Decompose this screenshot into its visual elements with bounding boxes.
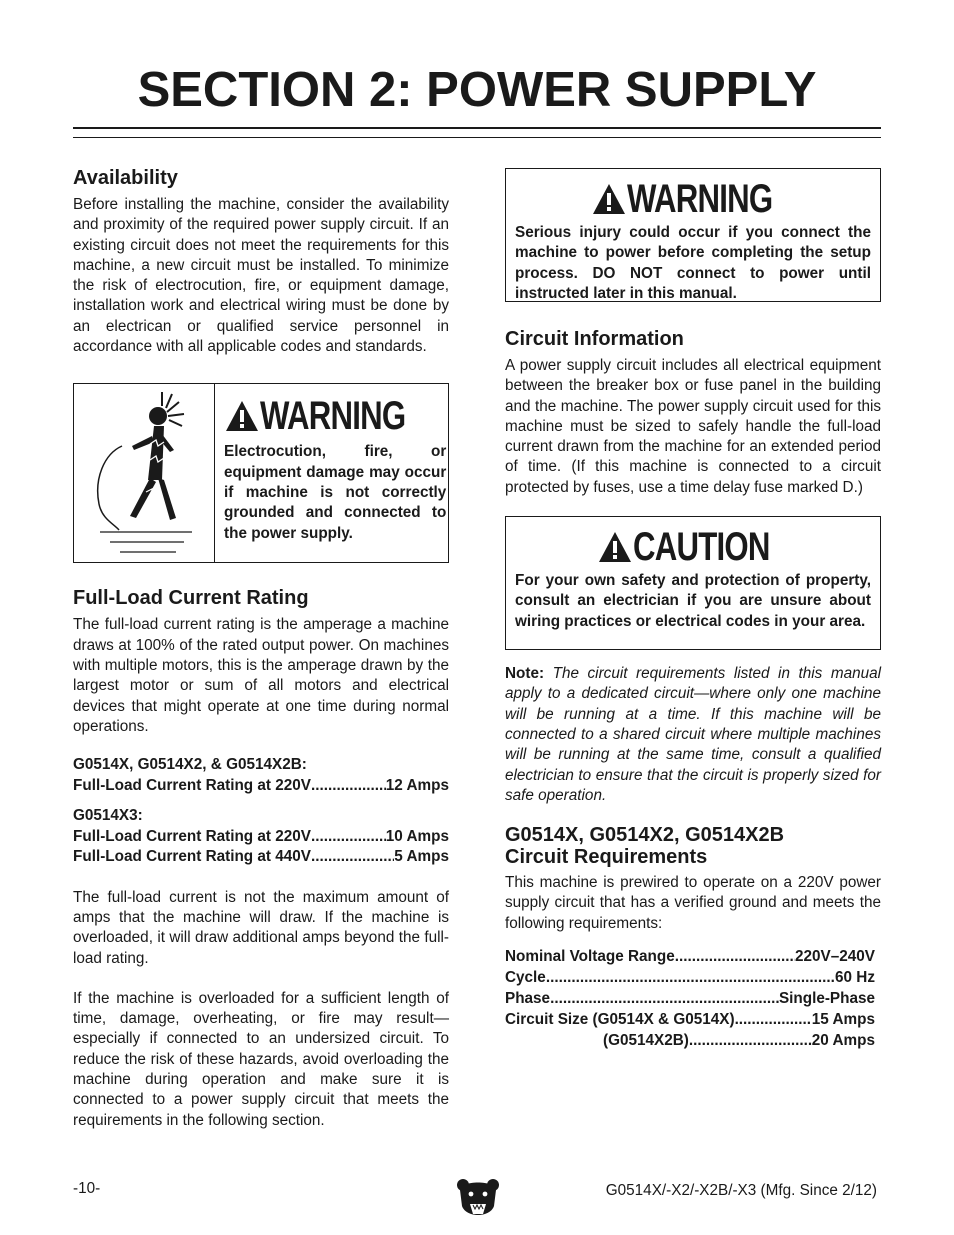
caution-text: For your own safety and protection of property, consult an electrician if you are unsure about wiring practices or electrical codes in your area. — [515, 572, 871, 630]
caution-signal-word: CAUTION — [515, 525, 871, 569]
warning-connect-text: Serious injury could occur if you connect the machine to power before completing the setup process. DO NOT connect to power until instructed later in this manual. — [515, 224, 871, 302]
warning-triangle-icon — [591, 182, 627, 216]
requirements-heading: G0514X, G0514X2, G0514X2B Circuit Requirements — [505, 824, 785, 869]
full-load-body2: The full-load current is not the maximum amount of amps that the machine will draw. If the machine is overloaded, it will draw additional amps beyond the full-load rating. — [73, 888, 449, 967]
warning-signal-word: WARNING — [224, 394, 446, 438]
title-rule-thin — [73, 137, 881, 138]
electrocution-figure-icon — [74, 384, 215, 562]
full-load-group1 — [73, 755, 449, 796]
right-column — [505, 164, 881, 1051]
caution-box — [505, 516, 881, 650]
full-load-body: The full-load current rating is the amperage a machine draws at 100% of the rated output power. On machines with multiple motors, this is the amperage drawn by the largest motor or sum of all motors and electrical devices that might operate at one time during normal operations. — [73, 616, 449, 735]
spec-row: Circuit Size (G0514X & G0514X) ..... 15 Amps — [505, 1009, 875, 1030]
full-load-body3: If the machine is overloaded for a sufficient length of time, damage, overheating, or fire may result—especially if connected to an undersized circuit. To reduce the risk of these hazards, avoid overloading the machine during operation and make sure it is connected to a power supply circuit that meets the requirements in the following section. — [73, 989, 449, 1129]
warning-triangle-icon — [224, 399, 260, 433]
availability-heading: Availability — [73, 167, 178, 189]
caution-triangle-icon — [597, 530, 633, 564]
circuit-info-heading: Circuit Information — [505, 328, 684, 350]
full-load-group2 — [73, 806, 449, 868]
requirements-body: This machine is prewired to operate on a 220V power supply circuit that has a verified ground and meets the following requirements: — [505, 874, 881, 932]
full-load-heading: Full-Load Current Rating — [73, 587, 309, 610]
page-title: SECTION 2: POWER SUPPLY — [137, 63, 817, 117]
title-rule-thick — [73, 127, 881, 129]
requirements-specs — [505, 946, 875, 1051]
spec-row: Nominal Voltage Range ..... 220V–240V — [505, 946, 875, 967]
group1-line: Full-Load Current Rating at 220V ..... 12 Amps — [73, 776, 449, 797]
group2-label: G0514X3: — [73, 807, 143, 825]
circuit-note: Note: The circuit requirements listed in this manual apply to a dedicated circuit—where only one machine will be running at a time. If this machine will be connected to a shared circuit where multiple machines will be running at the same time, consult a qualified electrician to ensure that the circuit is properly sized for safe operation. — [505, 665, 882, 804]
availability-body: Before installing the machine, consider the availability and proximity of the required power supply circuit. If an existing circuit does not meet the requirements for this machine, a new circuit must be installed. To minimize the risk of electrocution, fire, or equipment damage, installation work and electrical wiring must be done by an electrican or qualified service personnel in accordance with all applicable codes and standards. — [73, 196, 449, 356]
spec-row: Phase ..... Single-Phase — [505, 988, 875, 1009]
grizzly-bear-logo-icon — [456, 1176, 500, 1222]
warning-electrocution-text: Electrocution, fire, or equipment damage may occur if machine is not correctly grounded and connected to the power supply. — [224, 443, 447, 542]
group1-label: G0514X, G0514X2, & G0514X2B: — [73, 756, 307, 774]
page-number: -10- — [73, 1180, 101, 1197]
left-column — [73, 164, 449, 1131]
group2-line: Full-Load Current Rating at 440V ..... 5 Amps — [73, 847, 449, 868]
spec-row: (G0514X2B) ..... 20 Amps — [505, 1030, 875, 1051]
warning-electrocution-box — [73, 383, 449, 563]
group2-line: Full-Load Current Rating at 220V ..... 10 Amps — [73, 827, 449, 848]
spec-row: Cycle ..... 60 Hz — [505, 967, 875, 988]
model-footer: G0514X/-X2/-X2B/-X3 (Mfg. Since 2/12) — [605, 1182, 877, 1199]
warning-connect-box — [505, 168, 881, 302]
warning-signal-word: WARNING — [515, 177, 871, 221]
circuit-info-body: A power supply circuit includes all electrical equipment between the breaker box or fuse panel in the building and the machine. The power supply circuit used for this machine must be sized to safely handle the full-load current drawn from the machine for an extended period of time. (If this machine is connected to a circuit protected by fuses, use a time delay fuse marked D.) — [505, 357, 881, 496]
